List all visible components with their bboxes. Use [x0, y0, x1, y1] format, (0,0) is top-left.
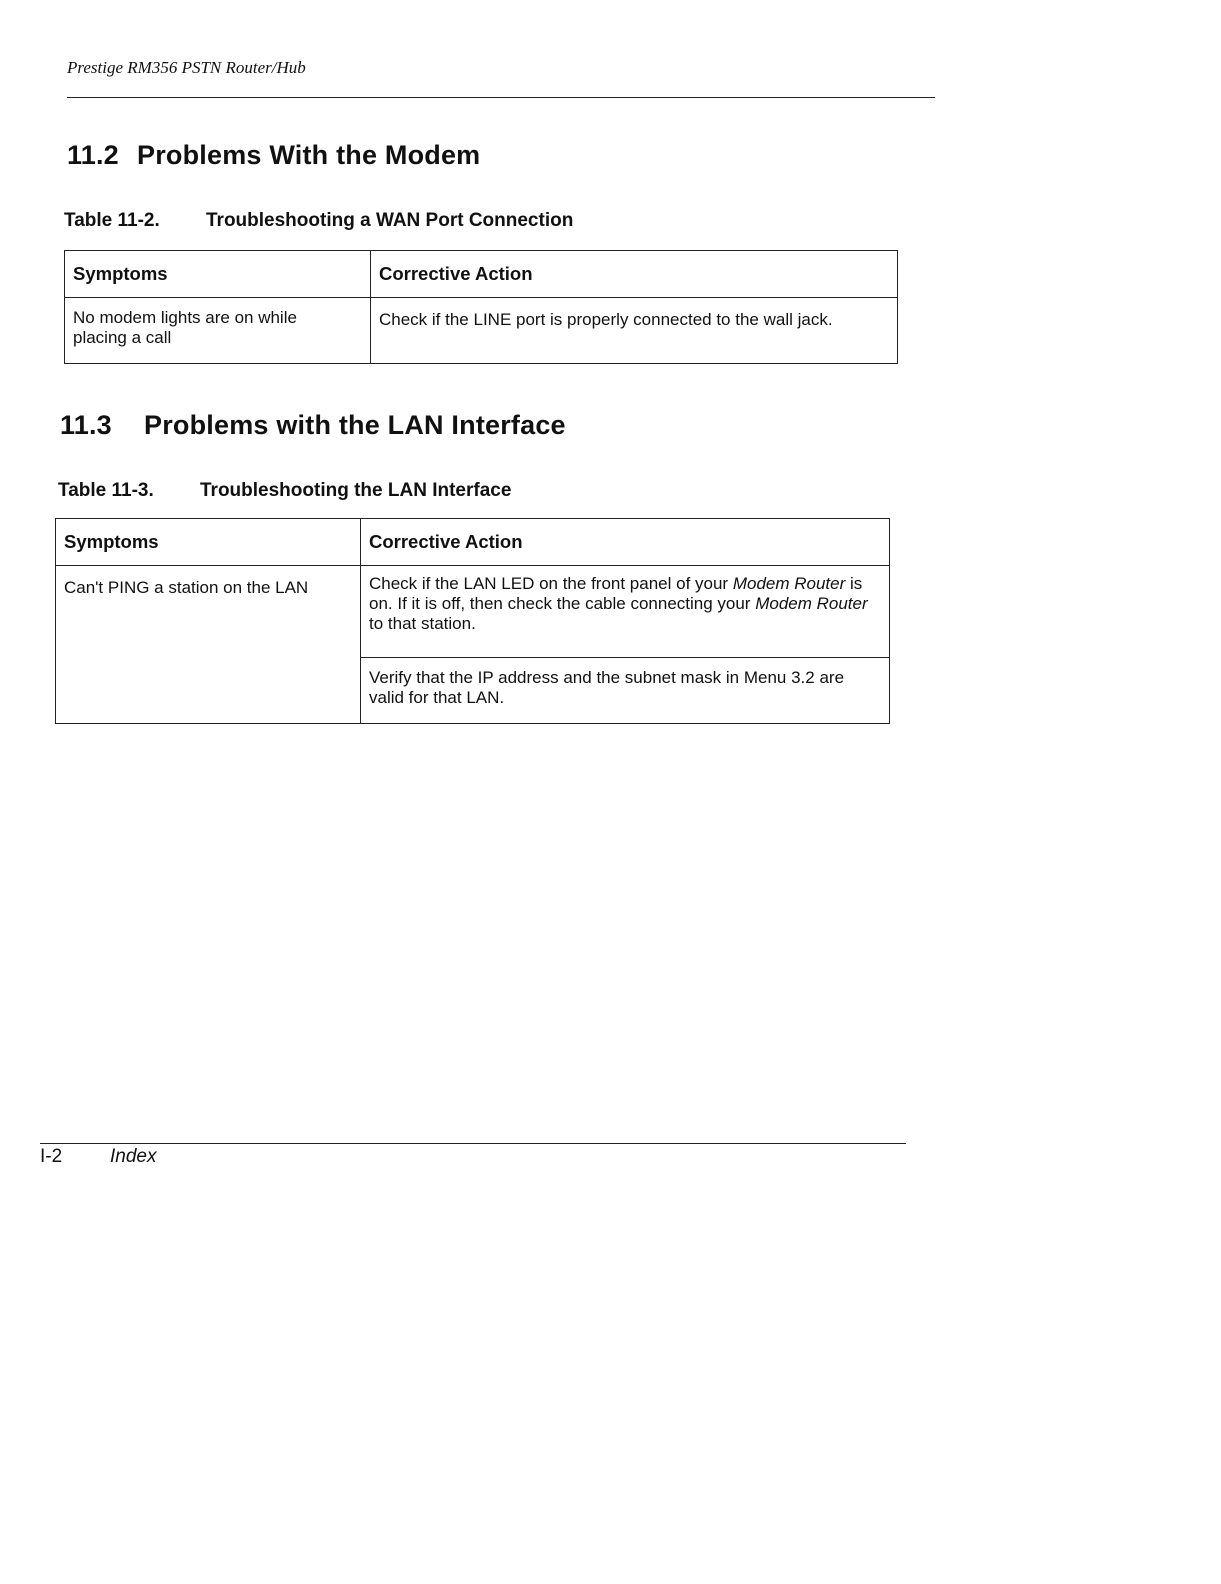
symptom-cell: [56, 566, 361, 724]
section-number: 11.2: [67, 140, 119, 170]
page-number: I-2: [40, 1146, 63, 1167]
table-row: [65, 298, 898, 364]
action-text-led-check: [369, 574, 881, 634]
column-header-symptoms: Symptoms: [56, 519, 361, 566]
symptom-text: Can't PING a station on the LAN: [64, 578, 309, 597]
symptom-cell: [65, 298, 371, 364]
troubleshooting-wan-table: [64, 250, 898, 364]
header-rule: [67, 97, 935, 98]
column-header-symptoms: Symptoms: [65, 251, 371, 298]
section-number: 11.3: [60, 410, 112, 440]
section-title: Problems with the LAN Interface: [144, 410, 566, 440]
page-footer: [40, 1146, 157, 1168]
footer-title: Index: [110, 1146, 157, 1167]
action-text-part: Check if the LAN LED on the front panel of your: [369, 574, 733, 593]
column-header-corrective-action: Corrective Action: [371, 251, 898, 298]
section-title: Problems With the Modem: [137, 140, 481, 170]
action-text-part: to that station.: [369, 614, 476, 633]
table-title: Troubleshooting a WAN Port Connection: [206, 210, 574, 231]
table-header-row: [65, 251, 898, 298]
action-text-ip-verify: Verify that the IP address and the subnet mask in Menu 3.2 are valid for that LAN.: [369, 668, 845, 707]
action-text-part: is on. If it is off, then check the cable connecting your: [369, 574, 863, 613]
table-caption-11-2: [64, 210, 573, 232]
troubleshooting-lan-table: [55, 518, 890, 724]
product-name-emphasis: Modem Router: [732, 574, 846, 593]
action-cell: [371, 298, 898, 364]
running-header: Prestige RM356 PSTN Router/Hub: [67, 58, 306, 77]
symptom-text: No modem lights are on while placing a call: [73, 308, 297, 347]
product-name-emphasis: Modem Router: [755, 594, 868, 613]
action-cell: [361, 566, 890, 658]
table-caption-11-3: [58, 480, 511, 502]
action-text: Check if the LINE port is properly connected to the wall jack.: [379, 310, 833, 329]
table-row: [56, 566, 890, 658]
column-header-corrective-action: Corrective Action: [361, 519, 890, 566]
action-cell: [361, 658, 890, 724]
table-label: Table 11-2.: [64, 210, 160, 231]
footer-rule: [40, 1143, 906, 1144]
table-title: Troubleshooting the LAN Interface: [200, 480, 512, 501]
table-label: Table 11-3.: [58, 480, 154, 501]
section-heading-11-3: [60, 410, 566, 441]
table-header-row: [56, 519, 890, 566]
section-heading-11-2: [67, 140, 480, 171]
